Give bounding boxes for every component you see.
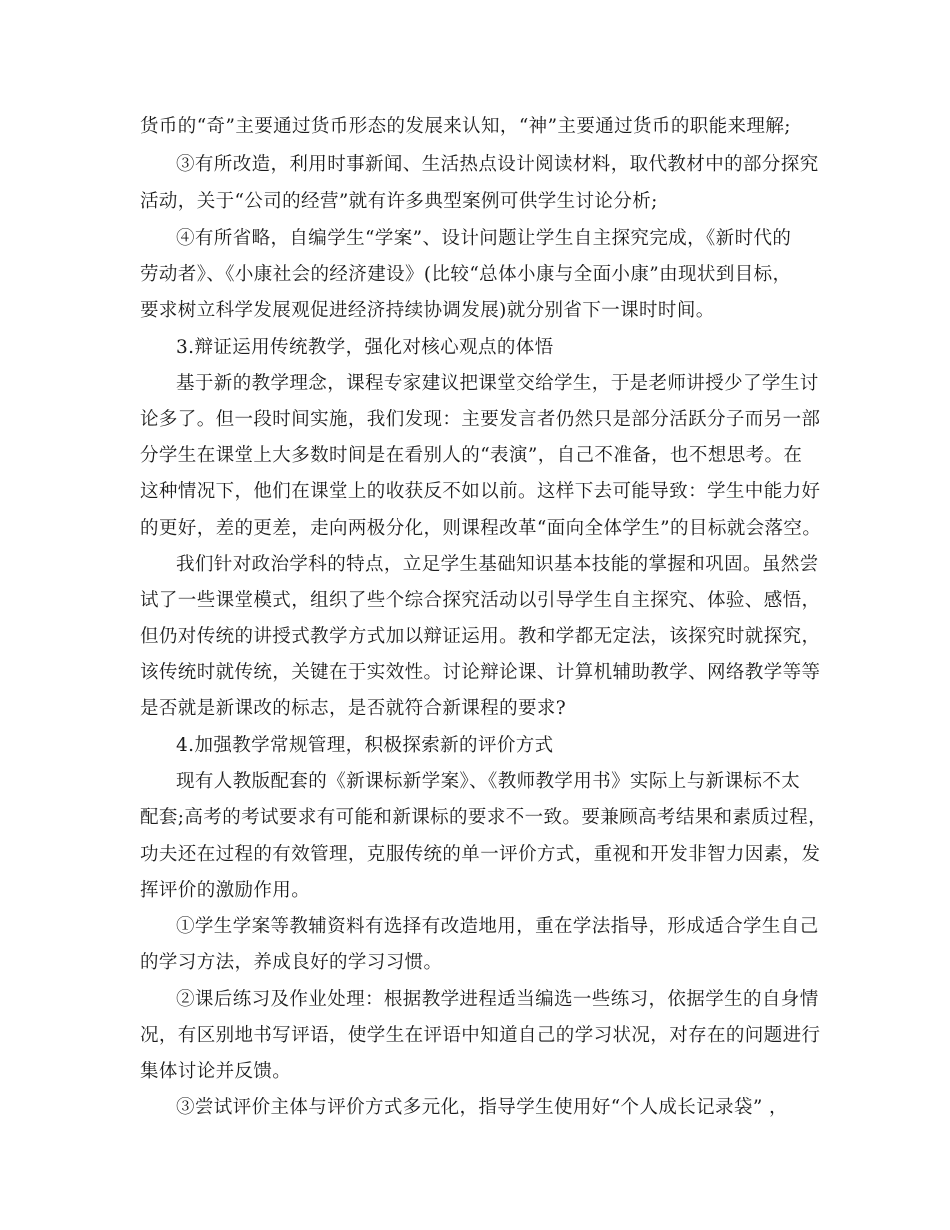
paragraph-line: 是否就是新课改的标志，是否就符合新课程的要求? — [140, 698, 567, 719]
paragraph-line: 但仍对传统的讲授式教学方式加以辩证运用。教和学都无定法，该探究时就探究， — [140, 626, 821, 647]
paragraph-line: ③尝试评价主体与评价方式多元化，指导学生使用好“个人成长记录袋” ， — [176, 1097, 788, 1118]
paragraph-line: 况，有区别地书写评语，使学生在评语中知道自己的学习状况，对存在的问题进行 — [140, 1025, 821, 1046]
paragraph-line: 的学习方法，养成良好的学习习惯。 — [140, 952, 443, 973]
paragraph-line: 配套;高考的考试要求有可能和新课标的要求不一致。要兼顾高考结果和素质过程， — [140, 807, 828, 828]
paragraph-line: 集体讨论并反馈。 — [140, 1061, 292, 1082]
section-heading: 3.辩证运用传统教学，强化对核心观点的体悟 — [176, 337, 554, 358]
paragraph-line: ①学生学案等教辅资料有选择有改造地用，重在学法指导，形成适合学生自己 — [176, 916, 819, 937]
paragraph-line: 这种情况下，他们在课堂上的收获反不如以前。这样下去可能导致：学生中能力好 — [140, 481, 821, 502]
paragraph-line: 的更好，差的更差，走向两极分化，则课程改革“面向全体学生”的目标就会落空。 — [140, 518, 822, 539]
paragraph-line: ②课后练习及作业处理：根据教学进程适当编选一些练习，依据学生的自身情 — [176, 989, 819, 1010]
paragraph-line: ③有所改造，利用时事新闻、生活热点设计阅读材料，取代教材中的部分探究 — [176, 154, 819, 175]
paragraph-line: 功夫还在过程的有效管理，克服传统的单一评价方式，重视和开发非智力因素，发 — [140, 844, 821, 865]
section-heading: 4.加强教学常规管理，积极探索新的评价方式 — [176, 735, 554, 756]
paragraph-line: 要求树立科学发展观促进经济持续协调发展)就分别省下一课时时间。 — [140, 300, 715, 321]
paragraph-line: 基于新的教学理念，课程专家建议把课堂交给学生，于是老师讲授少了学生讨 — [176, 373, 819, 394]
paragraph-line: 试了一些课堂模式，组织了些个综合探究活动以引导学生自主探究、体验、感悟， — [140, 590, 821, 611]
paragraph-line: 劳动者》、《小康社会的经济建设》(比较“总体小康与全面小康”由现状到目标， — [140, 264, 792, 285]
paragraph-line: ④有所省略，自编学生“学案”、设计问题让学生自主探究完成，《新时代的 — [176, 228, 792, 249]
paragraph-line: 我们针对政治学科的特点，立足学生基础知识基本技能的掌握和巩固。虽然尝 — [176, 554, 819, 575]
paragraph-line: 货币的“奇”主要通过货币形态的发展来认知，“神”主要通过货币的职能来理解; — [140, 116, 791, 137]
paragraph-line: 该传统时就传统，关键在于实效性。讨论辩论课、计算机辅助教学、网络教学等等 — [140, 662, 821, 683]
paragraph-line: 现有人教版配套的《新课标新学案》、《教师教学用书》实际上与新课标不太 — [176, 771, 801, 792]
paragraph-line: 活动，关于“公司的经营”就有许多典型案例可供学生讨论分析; — [140, 191, 658, 212]
paragraph-line: 分学生在课堂上大多数时间是在看别人的“表演”，自己不准备，也不想思考。在 — [140, 445, 803, 466]
paragraph-line: 挥评价的激励作用。 — [140, 880, 311, 901]
paragraph-line: 论多了。但一段时间实施，我们发现：主要发言者仍然只是部分活跃分子而另一部 — [140, 409, 821, 430]
